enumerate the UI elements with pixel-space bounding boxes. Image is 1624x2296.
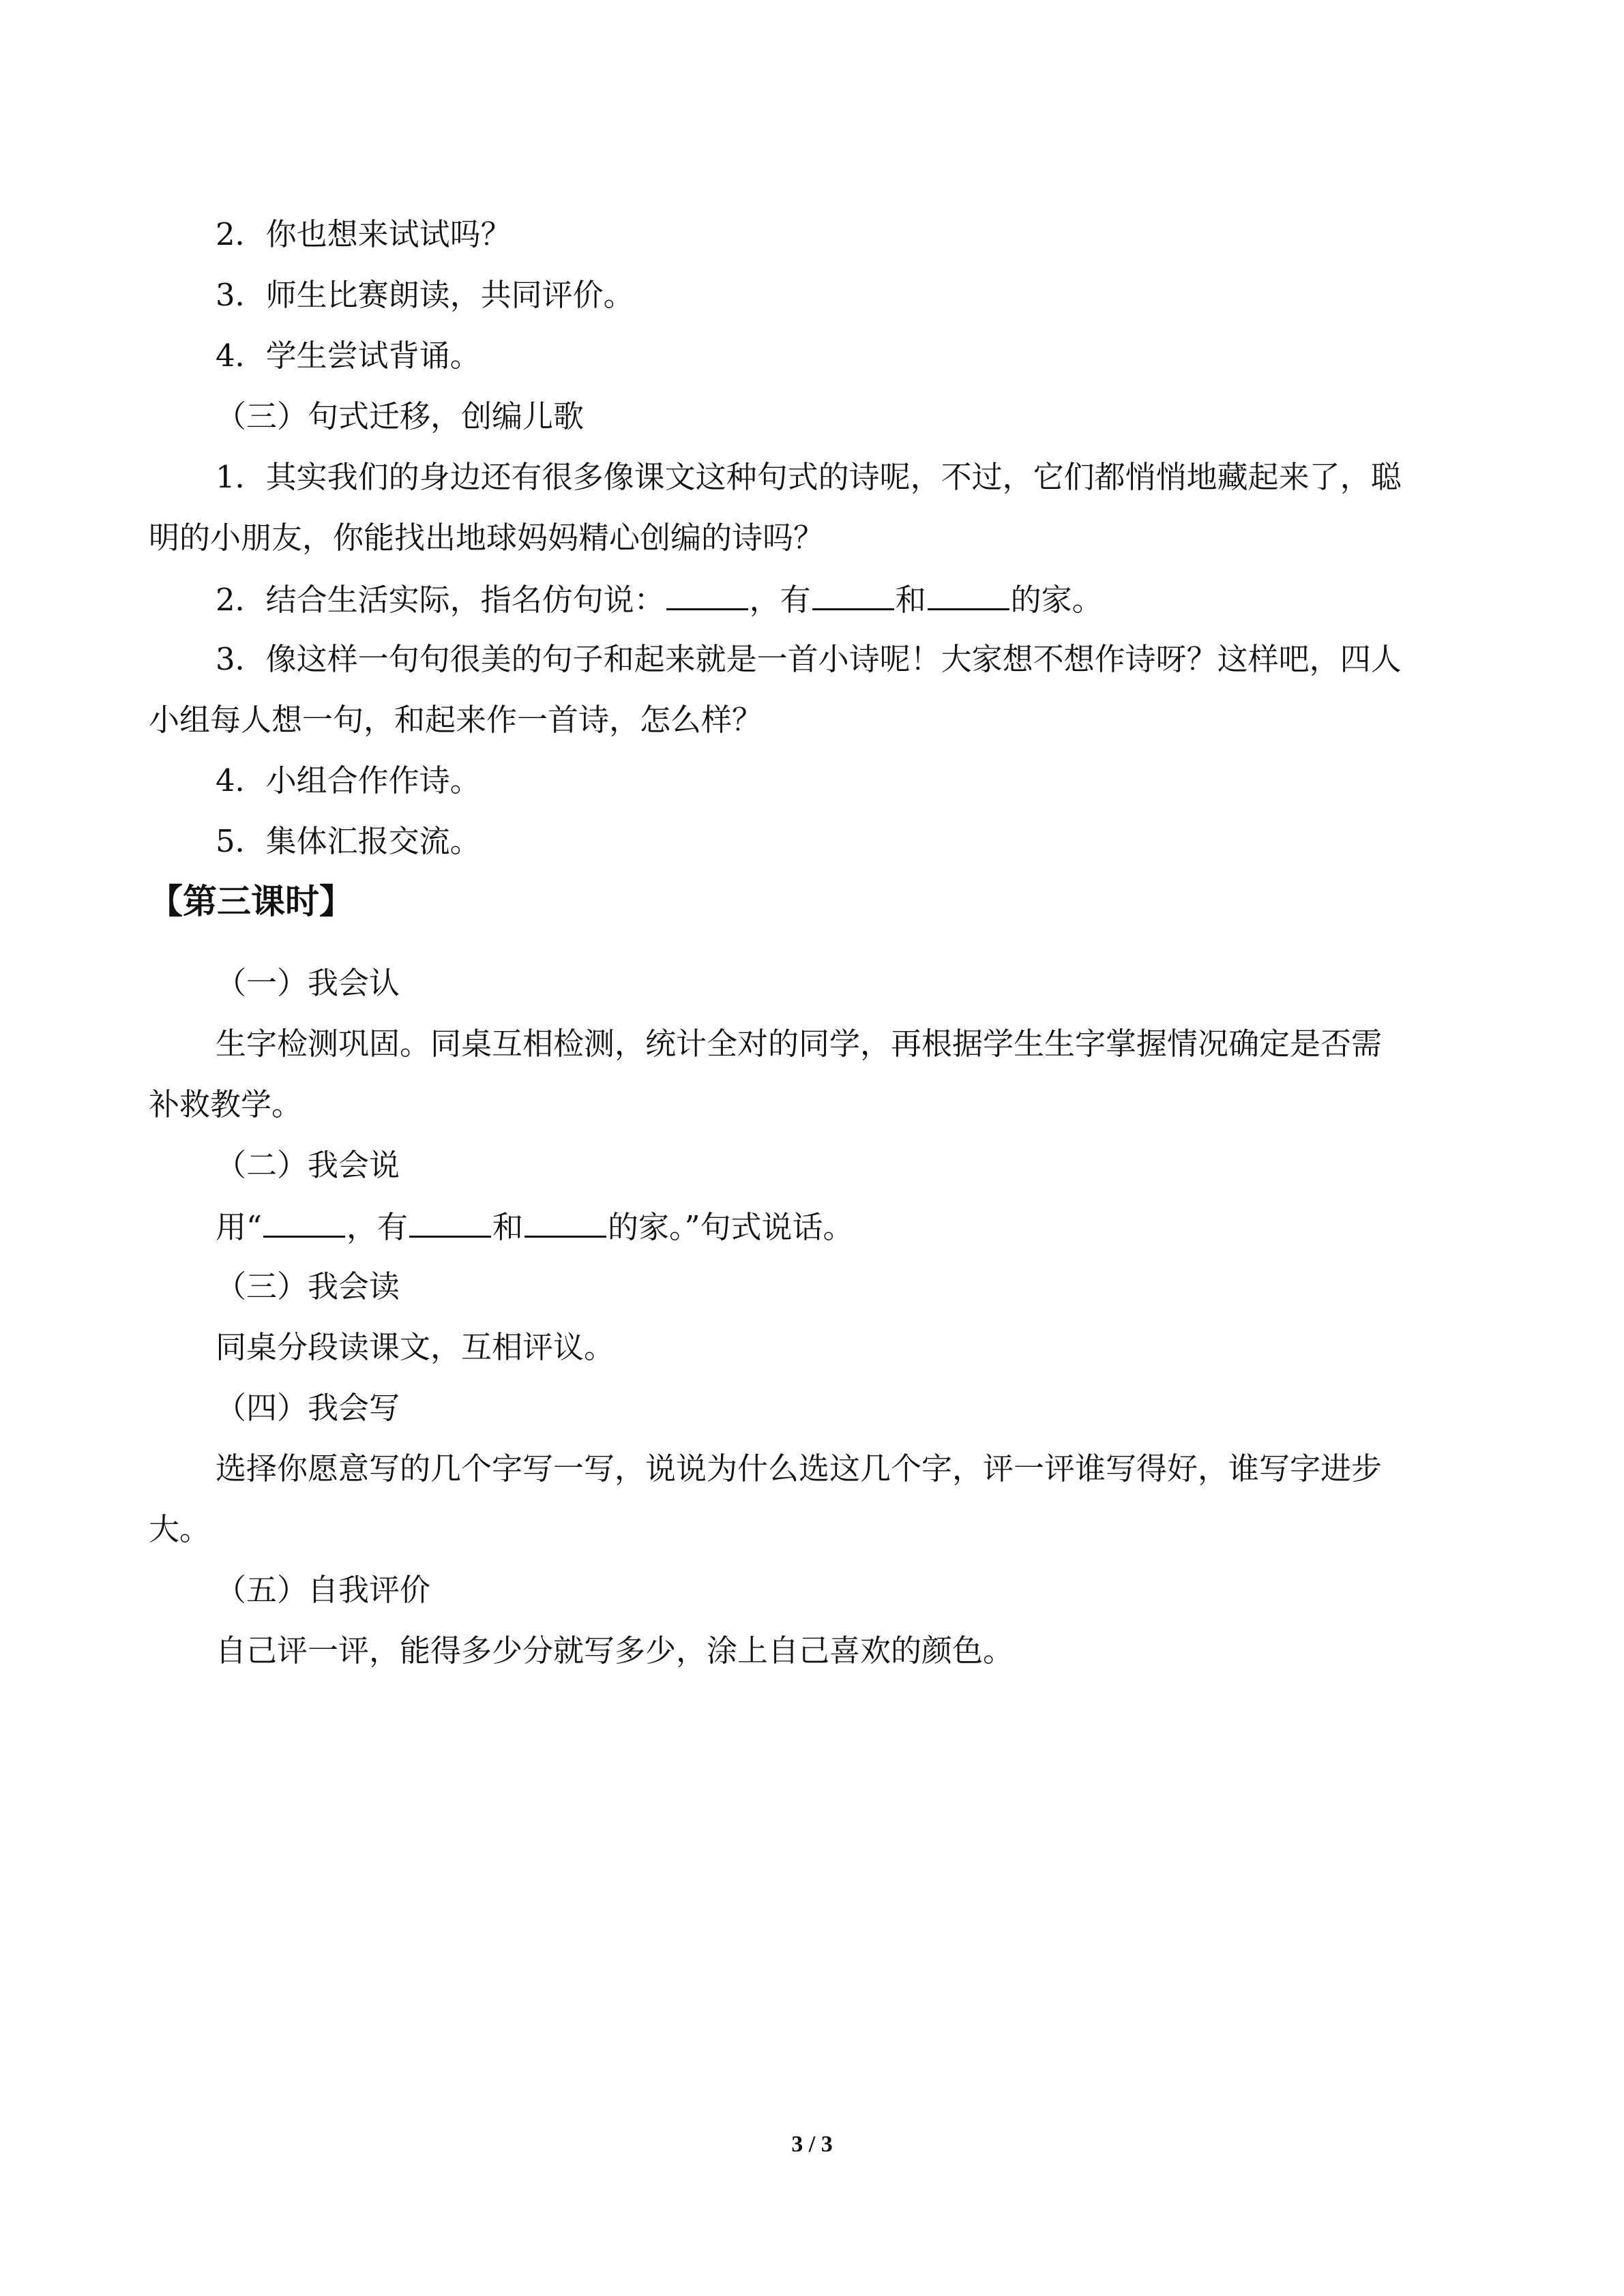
text-fragment: 用“: [216, 1209, 263, 1245]
section-heading: （四）我会写: [216, 1390, 400, 1426]
text-fragment: 的家。”句式说话。: [608, 1209, 854, 1245]
blank-line: [928, 578, 1009, 610]
section-heading: （五）自我评价: [216, 1572, 431, 1608]
text-line: 3．师生比赛朗读，共同评价。: [216, 277, 634, 313]
text-line: 1．其实我们的身边还有很多像课文这种句式的诗呢，不过，它们都悄悄地藏起来了，聪: [216, 459, 1402, 495]
text-line: 4．学生尝试背诵。: [216, 338, 481, 374]
fill-in-sentence: [216, 578, 1103, 621]
section-heading: （三）句式迁移，创编儿歌: [216, 398, 585, 434]
text-line: 大。: [149, 1511, 211, 1547]
text-fragment: ，有: [749, 582, 811, 618]
text-line: 2．你也想来试试吗？: [216, 216, 512, 252]
section-heading: （一）我会认: [216, 965, 400, 1001]
text-line: 选择你愿意写的几个字写一写，说说为什么选这几个字，评一评谁写得好，谁写字进步: [216, 1450, 1383, 1487]
text-line: 5．集体汇报交流。: [216, 823, 481, 859]
lesson-heading: 【第三课时】: [149, 881, 353, 921]
blank-line: [263, 1206, 345, 1238]
text-line: 4．小组合作作诗。: [216, 762, 481, 799]
section-heading: （二）我会说: [216, 1147, 400, 1183]
blank-line: [409, 1206, 491, 1238]
blank-line: [666, 578, 748, 610]
text-line: 同桌分段读课文，互相评议。: [216, 1329, 615, 1365]
text-line: 生字检测巩固。同桌互相检测，统计全对的同学，再根据学生生字掌握情况确定是否需: [216, 1026, 1383, 1062]
fill-in-sentence: [216, 1206, 854, 1248]
blank-line: [525, 1206, 606, 1238]
text-line: 自己评一评，能得多少分就写多少，涂上自己喜欢的颜色。: [216, 1632, 1014, 1669]
blank-line: [812, 578, 894, 610]
text-fragment: 2．结合生活实际，指名仿句说：: [216, 582, 665, 618]
text-line: 明的小朋友，你能找出地球妈妈精心创编的诗吗？: [149, 520, 825, 556]
text-line: 补救教学。: [149, 1086, 303, 1122]
text-line: 3．像这样一句句很美的句子和起来就是一首小诗呢！大家想不想作诗呀？这样吧，四人: [216, 641, 1402, 677]
text-line: 小组每人想一句，和起来作一首诗，怎么样？: [149, 702, 763, 738]
text-fragment: 和: [492, 1209, 524, 1245]
text-fragment: ，有: [346, 1209, 409, 1245]
section-heading: （三）我会读: [216, 1268, 400, 1304]
page-number: 3 / 3: [791, 2132, 833, 2157]
text-fragment: 的家。: [1010, 582, 1103, 618]
text-fragment: 和: [895, 582, 926, 618]
